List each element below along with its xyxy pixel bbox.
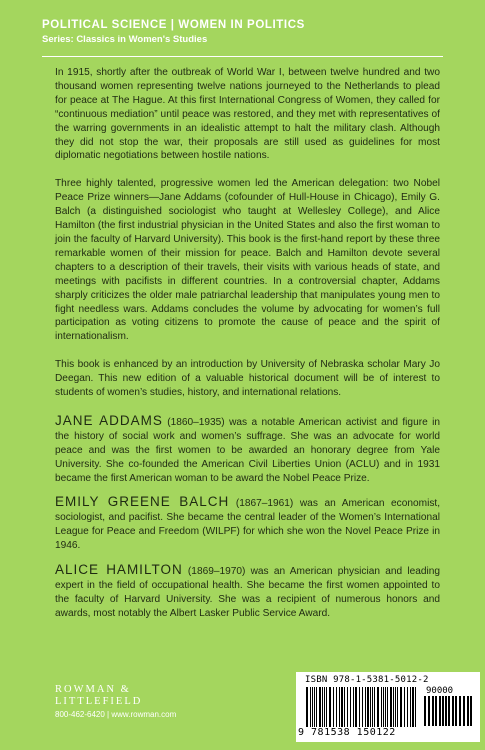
barcode-bar <box>387 687 388 727</box>
publisher-logo <box>55 684 142 708</box>
category-label: POLITICAL SCIENCE | WOMEN IN POLITICS <box>42 19 305 31</box>
author-bio-balch <box>55 495 440 553</box>
author-bio-addams <box>55 414 440 486</box>
barcode-bar <box>377 687 379 727</box>
barcode-bar <box>347 687 348 727</box>
barcode-bar <box>381 687 382 727</box>
barcode-bar <box>435 696 437 726</box>
back-cover-text <box>55 66 440 631</box>
barcode-bar <box>393 687 394 727</box>
barcode-bar <box>407 687 408 727</box>
author-name: EMILY GREENE BALCH <box>55 494 230 510</box>
barcode-bar <box>310 687 311 727</box>
barcode-bar <box>390 687 392 727</box>
price-addon-number: 90000 <box>426 686 454 696</box>
barcode-bar <box>336 687 337 727</box>
ean-digits: 9 781538 150122 <box>298 727 396 738</box>
cover-header <box>42 18 305 47</box>
barcode-bar <box>339 687 340 727</box>
barcode-bar <box>383 687 384 727</box>
barcode-bar <box>442 696 444 726</box>
description-paragraph-2: Three highly talented, progressive women led the American delegation: two Nobel Peace Prize winners—Jane Addams (cofounder of Hull-House in Chicago), Emily G. Balch (a distinguished sociologist who taught at Wellesley College), and Alice Hamilton (the first industrial physician in the United States and also the first woman to join the faculty of Harvard University). This book is the first-hand report by these three remarkable women of their mission for peace. Balch and Hamilton devote several chapters to a description of their travels, their visits with various heads of state, and meetings with pacifists in different countries. In a controversial chapter, Addams sharply criticizes the older male patriarchal leadership that manipulates young men to fight needless wars. Addams concludes the volume by advocating for women’s full participation as voting citizens to promote the cause of peace and the spirit of internationalism. <box>55 178 440 343</box>
barcode-bar <box>372 687 373 727</box>
ean-barcode-bars <box>306 687 418 727</box>
header-divider <box>42 56 443 57</box>
barcode-bar <box>312 687 313 727</box>
barcode-bar <box>344 687 345 727</box>
barcode-bar <box>452 696 454 726</box>
barcode-bar <box>359 687 360 727</box>
barcode-bar <box>424 696 426 726</box>
barcode-bar <box>350 687 351 727</box>
barcode-bar <box>306 687 308 727</box>
author-bio-text: (1867–1961) was an American economist, sociologist, and pacifist. She became the central leader of the Women’s International League for Peace and Freedom (WILPF) for which she won the Novel Peace Prize in 1946. <box>55 498 441 552</box>
isbn-barcode <box>296 672 480 742</box>
barcode-bar <box>410 687 411 727</box>
author-name: ALICE HAMILTON <box>55 562 183 578</box>
barcode-bar <box>367 687 369 727</box>
barcode-bar <box>439 696 441 726</box>
barcode-bar <box>470 696 472 726</box>
addon-barcode-bars <box>424 696 474 726</box>
barcode-bar <box>415 687 416 727</box>
barcode-bar <box>374 687 375 727</box>
barcode-bar <box>412 687 414 727</box>
barcode-bar <box>362 687 363 727</box>
author-bio-hamilton <box>55 563 440 621</box>
publisher-contact: 800-462-6420 | www.rowman.com <box>55 710 177 719</box>
publisher-name-line-2: LITTLEFIELD <box>55 696 143 707</box>
barcode-bar <box>428 696 430 726</box>
barcode-bar <box>467 696 469 726</box>
barcode-bar <box>341 687 343 727</box>
series-label: Series: Classics in Women's Studies <box>42 34 208 45</box>
barcode-bar <box>459 696 461 726</box>
author-bio-text: (1869–1970) was an American physician and leading expert in the field of occupational health. She became the first women appointed to the faculty of Harvard University. She was a recipient of numerous honors and awards, most notably the Albert Lasker Public Service Award. <box>55 566 440 619</box>
publisher-name-line-1: ROWMAN & <box>55 684 131 695</box>
barcode-bar <box>329 687 331 727</box>
barcode-bar <box>316 687 317 727</box>
isbn-number: ISBN 978-1-5381-5012-2 <box>305 675 429 685</box>
barcode-bar <box>322 687 323 727</box>
description-paragraph-3: This book is enhanced by an introduction by University of Nebraska scholar Mary Jo Deegan. This new edition of a valuable historical document will be of interest to students of women’s studies, history, and international relations. <box>55 359 440 399</box>
barcode-bar <box>400 687 402 727</box>
description-paragraph-1: In 1915, shortly after the outbreak of World War I, between twelve hundred and two thousand women representing twelve nations journeyed to the Netherlands to plead for peace at The Hague. At this first International Congress of Women, they called for “continuous mediation” until peace was restored, and they met with representatives of the warring governments in an idealistic attempt to halt the military clash. Although they did not stop the war, their proposals are still used as guidelines for most diplomatic negotiations between hostile nations. <box>55 67 440 162</box>
barcode-bar <box>324 687 325 727</box>
barcode-bar <box>355 687 357 727</box>
barcode-bar <box>333 687 334 727</box>
barcode-bar <box>404 687 405 727</box>
barcode-bar <box>445 696 447 726</box>
barcode-bar <box>326 687 327 727</box>
barcode-bar <box>353 687 354 727</box>
barcode-bar <box>365 687 366 727</box>
barcode-bar <box>455 696 457 726</box>
barcode-bar <box>448 696 450 726</box>
barcode-bar <box>395 687 396 727</box>
author-name: JANE ADDAMS <box>55 412 163 428</box>
barcode-bar <box>370 687 371 727</box>
barcode-bar <box>463 696 465 726</box>
barcode-bar <box>385 687 386 727</box>
barcode-bar <box>319 687 321 727</box>
author-bio-text: (1860–1935) was a notable American activist and figure in the history of social work and women’s suffrage. She was an advocate for world peace and was the first women to be awarded an honorary degree from Yale University. She co-founded the American Civil Liberties Union (ACLU) and in 1931 became the first American woman to be award the Nobel Peace Prize. <box>55 416 440 484</box>
barcode-bar <box>314 687 315 727</box>
barcode-bar <box>397 687 398 727</box>
barcode-bar <box>432 696 434 726</box>
